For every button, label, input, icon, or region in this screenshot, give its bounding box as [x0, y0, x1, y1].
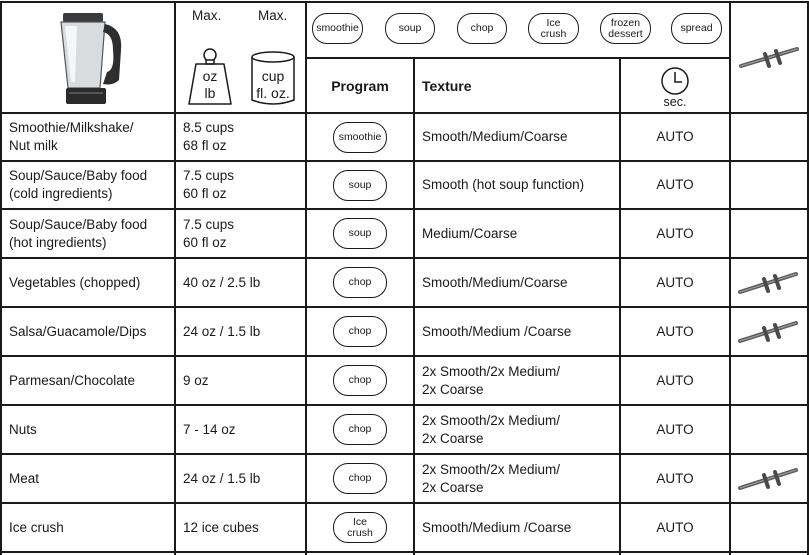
time-cell: AUTO [656, 225, 694, 241]
texture-cell: Smooth/Medium/Coarse [422, 274, 568, 290]
program-cell [307, 455, 413, 502]
max-quantity-cell: 7.5 cups 60 fl oz [183, 168, 235, 201]
blade-icon [738, 44, 800, 70]
weight-units: oz lb [202, 68, 218, 101]
program-button-spread[interactable]: spread [671, 13, 722, 44]
time-cell: AUTO [656, 372, 694, 388]
program-button-chop[interactable]: chop [333, 414, 387, 445]
program-button-ice-crush[interactable]: Ice crush [333, 512, 387, 543]
table-border-top [0, 1, 809, 3]
texture-cell: 2x Smooth/2x Medium/ 2x Coarse [422, 461, 561, 495]
program-cell [307, 406, 413, 453]
time-cell: AUTO [656, 274, 694, 290]
time-cell: AUTO [656, 421, 694, 437]
program-button-smoothie[interactable]: smoothie [312, 13, 363, 44]
program-button-ice-crush[interactable]: Ice crush [528, 13, 579, 44]
food-cell: Ice crush [9, 519, 64, 535]
texture-cell: 2x Smooth/2x Medium/ 2x Coarse [422, 412, 561, 446]
texture-cell: Smooth (hot soup function) [422, 177, 585, 192]
timer-icon [660, 66, 690, 96]
max-quantity-cell: 12 ice cubes [183, 519, 259, 535]
col-divider [729, 1, 731, 555]
texture-cell: Medium/Coarse [422, 225, 518, 241]
texture-cell: 2x Smooth/2x Medium/ 2x Coarse [422, 363, 561, 397]
max-quantity-cell: 7 - 14 oz [183, 421, 236, 437]
time-cell: AUTO [656, 129, 694, 144]
program-button-chop[interactable]: chop [333, 316, 387, 347]
blender-jar-image [55, 10, 127, 108]
column-header-texture: Texture [422, 77, 472, 94]
program-button-frozen-dessert[interactable]: frozen dessert [600, 13, 651, 44]
max-quantity-cell: 24 oz / 1.5 lb [183, 470, 261, 486]
texture-cell: Smooth/Medium /Coarse [422, 323, 572, 339]
food-cell: Parmesan/Chocolate [9, 372, 136, 388]
program-button-chop[interactable]: chop [333, 365, 387, 396]
program-button-chop[interactable]: chop [333, 463, 387, 494]
max-quantity-cell: 9 oz [183, 372, 209, 388]
food-cell: Salsa/Guacamole/Dips [9, 323, 147, 339]
program-cell [307, 114, 413, 160]
food-cell: Meat [9, 470, 40, 486]
texture-cell: Smooth/Medium/Coarse [422, 129, 568, 144]
blade-icon [737, 268, 799, 296]
program-button-soup[interactable]: soup [333, 218, 387, 249]
food-cell: Soup/Sauce/Baby food (cold ingredients) [9, 168, 148, 201]
max-label: Max. [192, 8, 222, 23]
max-quantity-cell: 40 oz / 2.5 lb [183, 274, 261, 290]
program-cell [307, 162, 413, 208]
time-unit-label: sec. [663, 95, 687, 109]
program-cell [307, 504, 413, 551]
program-button-soup[interactable]: soup [333, 170, 387, 201]
food-cell: Soup/Sauce/Baby food (hot ingredients) [9, 216, 148, 250]
program-cell [307, 308, 413, 355]
food-cell: Vegetables (chopped) [9, 274, 141, 290]
time-cell: AUTO [656, 177, 694, 192]
max-label: Max. [258, 8, 288, 23]
program-button-soup[interactable]: soup [385, 13, 435, 44]
program-cell [307, 357, 413, 404]
texture-cell: Smooth/Medium /Coarse [422, 519, 572, 535]
max-quantity-cell: 24 oz / 1.5 lb [183, 323, 261, 339]
time-cell: AUTO [656, 470, 694, 486]
blade-icon [737, 317, 799, 345]
row-divider [0, 551, 809, 553]
time-cell: AUTO [656, 519, 694, 535]
food-cell: Smoothie/Milkshake/ Nut milk [9, 120, 134, 153]
program-cell [307, 210, 413, 257]
max-quantity-cell: 7.5 cups 60 fl oz [183, 216, 235, 250]
blade-icon [737, 464, 799, 492]
program-button-chop[interactable]: chop [333, 267, 387, 298]
volume-units: cup fl. oz. [256, 68, 290, 101]
program-button-smoothie[interactable]: smoothie [333, 122, 387, 153]
food-cell: Nuts [9, 421, 37, 437]
max-quantity-cell: 8.5 cups 68 fl oz [183, 120, 235, 153]
program-cell [307, 259, 413, 306]
column-header-program: Program [331, 77, 389, 94]
program-button-chop[interactable]: chop [457, 13, 507, 44]
time-cell: AUTO [656, 323, 694, 339]
